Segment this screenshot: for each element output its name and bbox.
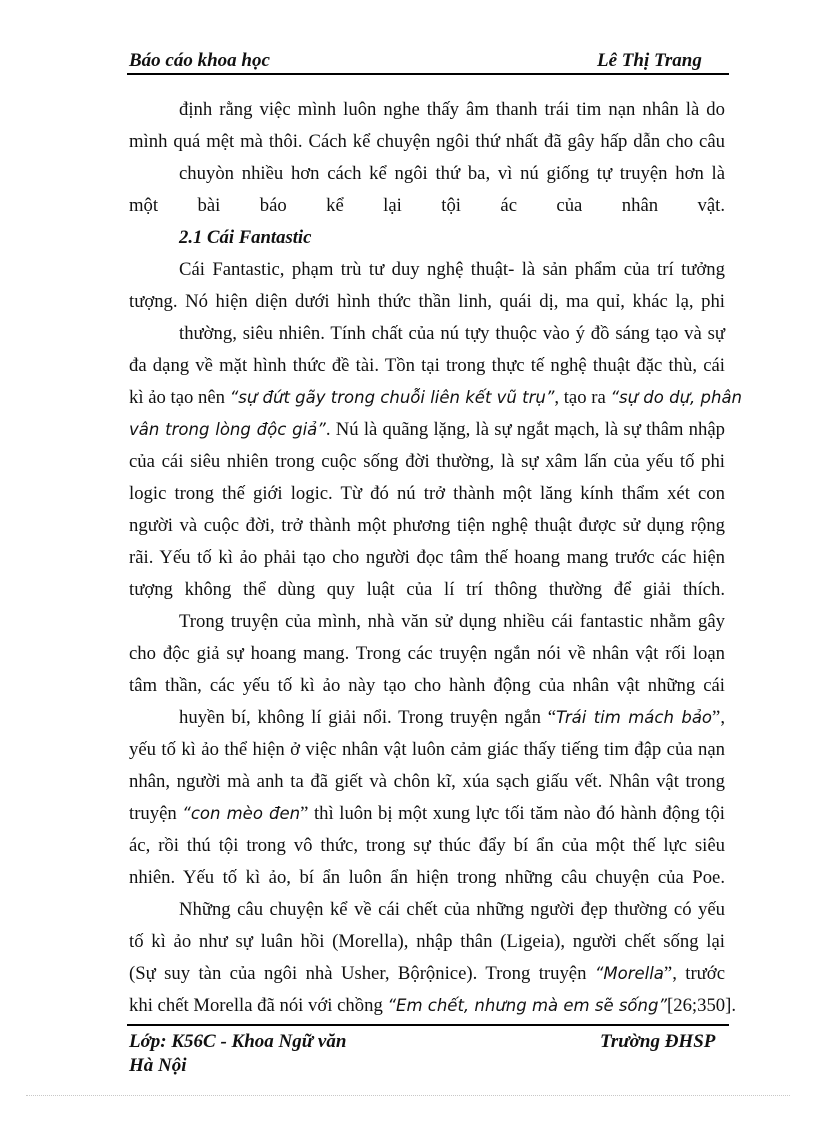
- body-line: nhiên. Yếu tố kì ảo, bí ẩn luôn ẩn hiện trong những câu chuyện của Poe.: [129, 867, 725, 888]
- body-line: [129, 802, 725, 826]
- text-run: truyện: [129, 803, 183, 824]
- quote-text: “sự do dự, phân: [610, 388, 743, 407]
- body-line: cho độc giả sự hoang mang. Trong các truyện ngắn nói về nhân vật rối loạn: [129, 643, 725, 664]
- footer-school: Trường ĐHSP: [600, 1031, 716, 1052]
- header-rule: [127, 73, 729, 75]
- body-line: người và cuộc đời, trở thành một phương tiện nghệ thuật được sử dụng rộng: [129, 515, 725, 536]
- header-author: Lê Thị Trang: [597, 50, 702, 71]
- footer-city: Hà Nội: [129, 1055, 187, 1076]
- text-run: khi chết Morella đã nói với chồng: [129, 995, 388, 1016]
- body-line: ác, rồi thú tội trong vô thức, trong sự thúc đẩy bí ẩn của một thế lực siêu: [129, 835, 725, 856]
- body-line: mình quá mệt mà thôi. Cách kể chuyện ngôi thứ nhất đã gây hấp dẫn cho câu: [129, 131, 725, 152]
- footer-class: Lớp: K56C - Khoa Ngữ văn: [129, 1031, 347, 1052]
- body-line: [179, 706, 725, 730]
- text-run: ”,: [712, 707, 725, 728]
- header-title: Báo cáo khoa học: [129, 50, 270, 71]
- body-line: một bài báo kể lại tội ác của nhân vật.: [129, 195, 725, 216]
- section-heading: 2.1 Cái Fantastic: [179, 227, 312, 248]
- body-line: tượng. Nó hiện diện dưới hình thức thần linh, quái dị, ma quỉ, khác lạ, phi: [129, 291, 725, 312]
- text-run: ”, trước: [663, 963, 725, 984]
- body-line: định rằng việc mình luôn nghe thấy âm thanh trái tim nạn nhân là do: [179, 99, 725, 120]
- quote-text: “Morella: [594, 964, 664, 983]
- body-line: tượng không thể dùng quy luật của lí trí thông thường để giải thích.: [129, 579, 725, 600]
- text-run: kì ảo tạo nên: [129, 387, 230, 408]
- text-run: , tạo ra: [554, 387, 611, 408]
- body-line: chuyòn nhiều hơn cách kể ngôi thứ ba, vì nú giống tự truyện hơn là: [179, 163, 725, 184]
- text-run: huyền bí, không lí giải nổi. Trong truyện ngắn “: [179, 707, 557, 728]
- body-line: đa dạng về mặt hình thức đề tài. Tồn tại trong thực tế nghệ thuật đặc thù, cái: [129, 355, 725, 376]
- footer-rule: [127, 1024, 729, 1026]
- text-run: ” thì luôn bị một xung lực tối tăm nào đó hành động tội: [300, 803, 725, 824]
- quote-text: Trái tim mách bảo: [556, 708, 713, 727]
- quote-text: “sự đứt gãy trong chuỗi liên kết vũ trụ”: [229, 388, 555, 407]
- quote-text: vân trong lòng độc giả”: [129, 420, 326, 439]
- body-line: [129, 418, 725, 442]
- body-line: [129, 994, 737, 1018]
- text-run: . Nú là quãng lặng, là sự ngắt mạch, là sự thâm nhập: [325, 419, 726, 440]
- body-line: rãi. Yếu tố kì ảo phải tạo cho người đọc tâm thế hoang mang trước các hiện: [129, 547, 725, 568]
- body-line: nhân, người mà anh ta đã giết và chôn kĩ, xúa sạch giấu vết. Nhân vật trong: [129, 771, 725, 792]
- text-run: [26;350].: [667, 995, 737, 1016]
- body-line: của cái siêu nhiên trong cuộc sống đời thường, là sự xâm lấn của yếu tố phi: [129, 451, 725, 472]
- body-line: tâm thần, các yếu tố kì ảo này tạo cho hành động của nhân vật những cái: [129, 675, 725, 696]
- page-bottom-divider: [26, 1095, 790, 1096]
- quote-text: “con mèo đen: [182, 804, 301, 823]
- body-line: logic trong thế giới logic. Từ đó nú trở thành một lăng kính thẩm xét con: [129, 483, 725, 504]
- quote-text: “Em chết, nhưng mà em sẽ sống”: [387, 996, 668, 1015]
- body-line: thường, siêu nhiên. Tính chất của nú tựy thuộc vào ý đồ sáng tạo và sự: [179, 323, 725, 344]
- body-line: yếu tố kì ảo thể hiện ở việc nhân vật luôn cảm giác thấy tiếng tim đập của nạn: [129, 739, 725, 760]
- body-line: Những câu chuyện kể về cái chết của những người đẹp thường có yếu: [179, 899, 725, 920]
- body-line: [129, 386, 743, 410]
- body-line: tố kì ảo như sự luân hồi (Morella), nhập thân (Ligeia), người chết sống lại: [129, 931, 725, 952]
- body-line: Trong truyện của mình, nhà văn sử dụng nhiều cái fantastic nhằm gây: [179, 611, 725, 632]
- body-line: Cái Fantastic, phạm trù tư duy nghệ thuật- là sản phẩm của trí tưởng: [179, 259, 725, 280]
- text-run: (Sự suy tàn của ngôi nhà Usher, Bộrộnice). Trong truyện: [129, 963, 595, 984]
- body-line: [129, 962, 725, 986]
